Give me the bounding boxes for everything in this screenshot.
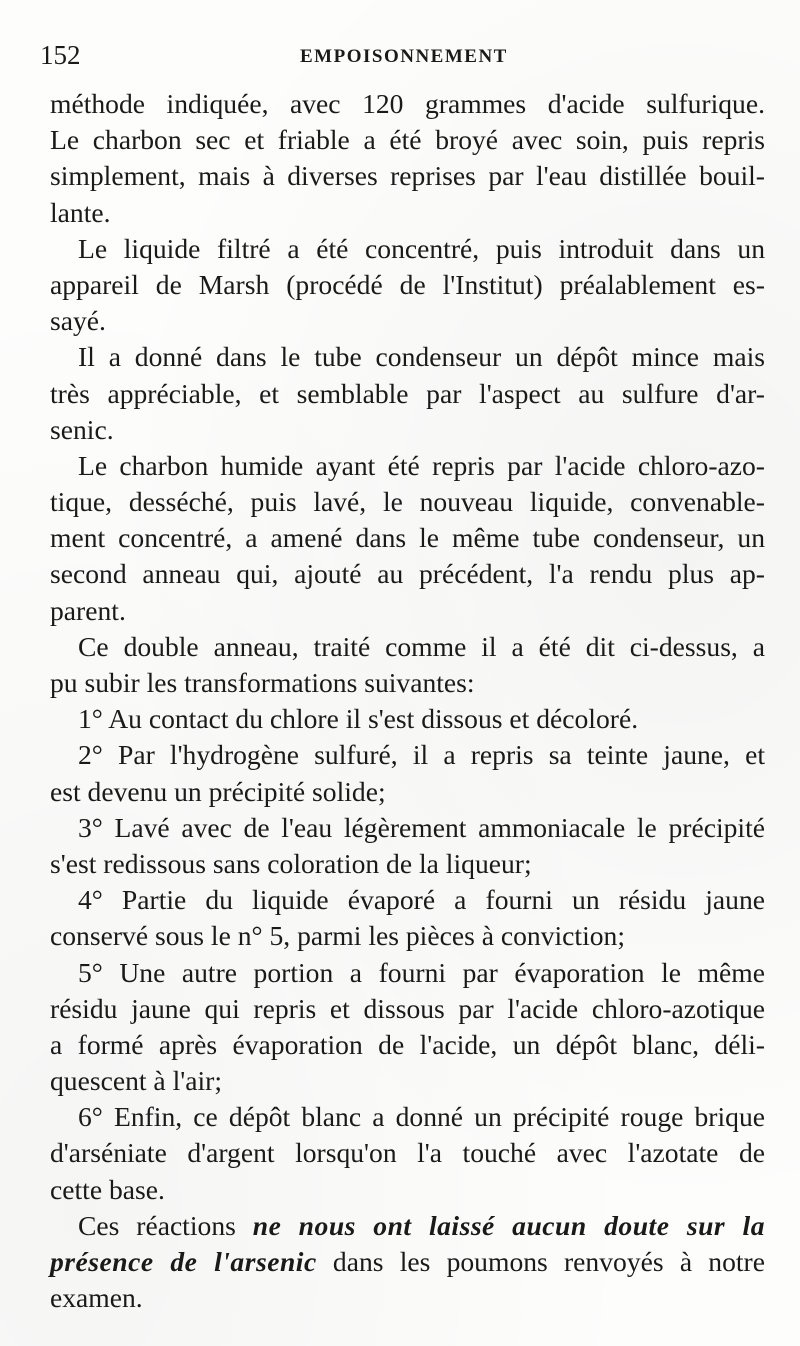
text-line: a formé après évaporation de l'acide, un dépôt blanc, déli- bbox=[50, 1028, 765, 1060]
text-line: 3° Lavé avec de l'eau légèrement ammoniacale le précipité bbox=[78, 811, 765, 843]
text-line: méthode indiquée, avec 120 grammes d'acide sulfurique. bbox=[50, 88, 765, 119]
text-line: simplement, mais à diverses reprises par l'eau distillée bouil- bbox=[50, 160, 765, 192]
closing-text: examen. bbox=[50, 1282, 143, 1314]
text-line: Le liquide filtré a été concentré, puis introduit dans un bbox=[78, 232, 765, 264]
text-line: s'est redissous sans coloration de la liqueur; bbox=[50, 847, 532, 879]
text-line: 1° Au contact du chlore il s'est dissous et décoloré. bbox=[78, 703, 639, 735]
text-line: cette base. bbox=[50, 1173, 165, 1205]
text-line: conservé sous le n° 5, parmi les pièces à conviction; bbox=[50, 920, 626, 952]
text-line: 5° Une autre portion a fourni par évaporation le même bbox=[78, 956, 765, 988]
page-number: 152 bbox=[40, 40, 81, 70]
text-line: Il a donné dans le tube condenseur un dépôt mince mais bbox=[78, 341, 765, 373]
text-line: parent. bbox=[50, 594, 126, 626]
text-line: lante. bbox=[50, 196, 111, 228]
text-line: d'arséniate d'argent lorsqu'on l'a touché avec l'azotate de bbox=[50, 1137, 765, 1169]
closing-text: Ces réactions bbox=[78, 1209, 253, 1241]
text-line: est devenu un précipité solide; bbox=[50, 775, 386, 807]
body-text bbox=[50, 86, 765, 1316]
text-line: ment concentré, a amené dans le même tube condenseur, un bbox=[50, 522, 765, 554]
closing-line bbox=[50, 1208, 765, 1244]
closing-italic: ne nous ont laissé aucun doute sur la bbox=[252, 1209, 765, 1241]
closing-line bbox=[50, 1280, 765, 1316]
text-line: senic. bbox=[50, 413, 114, 445]
text-line: Ce double anneau, traité comme il a été dit ci-dessus, a bbox=[78, 630, 765, 662]
text-line: appareil de Marsh (procédé de l'Institut) préalablement es- bbox=[50, 268, 765, 300]
text-line: pu subir les transformations suivantes: bbox=[50, 667, 475, 698]
closing-text: dans les poumons renvoyés à notre bbox=[316, 1246, 765, 1277]
text-line: 6° Enfin, ce dépôt blanc a donné un précipité rouge brique bbox=[78, 1101, 765, 1133]
text-line: Le charbon sec et friable a été broyé avec soin, puis repris bbox=[50, 124, 765, 156]
text-line: très appréciable, et semblable par l'aspect au sulfure d'ar- bbox=[50, 377, 765, 409]
running-head bbox=[0, 40, 800, 80]
text-line: sayé. bbox=[50, 305, 106, 337]
text-line: tique, desséché, puis lavé, le nouveau liquide, convenable- bbox=[50, 486, 765, 518]
text-line: Le charbon humide ayant été repris par l'acide chloro-azo- bbox=[78, 449, 765, 481]
text-line: résidu jaune qui repris et dissous par l'acide chloro-azotique bbox=[50, 992, 765, 1024]
running-title: EMPOISONNEMENT bbox=[300, 46, 508, 67]
text-line: second anneau qui, ajouté au précédent, l'a rendu plus ap- bbox=[50, 558, 765, 590]
text-line: quescent à l'air; bbox=[50, 1065, 222, 1097]
closing-line bbox=[50, 1244, 765, 1280]
text-line: 4° Partie du liquide évaporé a fourni un résidu jaune bbox=[78, 884, 765, 916]
text-line: 2° Par l'hydrogène sulfuré, il a repris sa teinte jaune, et bbox=[78, 739, 765, 771]
closing-italic: présence de l'arsenic bbox=[50, 1246, 317, 1277]
